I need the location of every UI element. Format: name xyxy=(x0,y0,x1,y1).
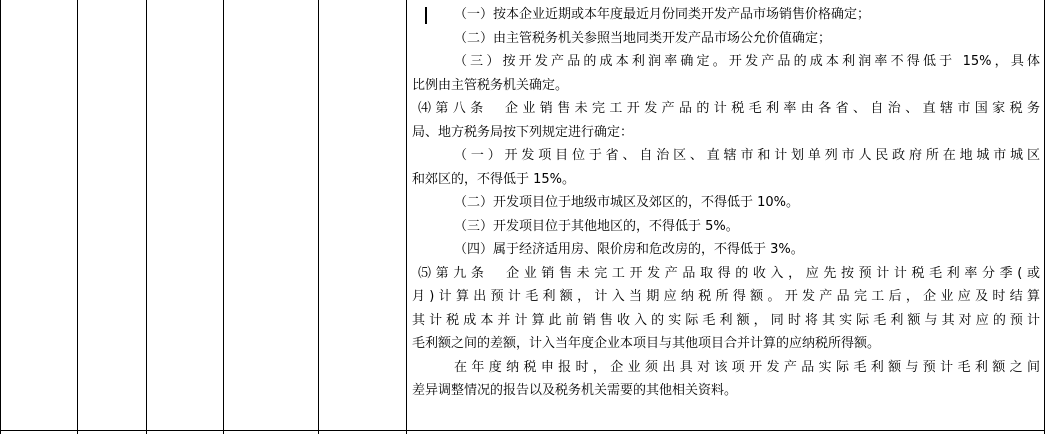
column-border xyxy=(146,0,147,434)
column-border xyxy=(223,0,224,434)
column-border xyxy=(318,0,319,434)
column-border xyxy=(1044,0,1045,434)
paragraph-line: ⑷第八条 企业销售未完工开发产品的计税毛利率由各省、自治、直辖市国家税务 xyxy=(418,101,1040,116)
paragraph-line: 月)计算出预计毛利额，计入当期应纳税所得额。开发产品完工后，企业应及时结算 xyxy=(412,289,1040,304)
row-border xyxy=(0,430,1045,431)
paragraph-line: ⑸第九条 企业销售未完工开发产品取得的收入，应先按预计计税毛利率分季(或 xyxy=(418,265,1040,281)
column-border xyxy=(406,0,407,434)
paragraph-line: 局、地方税务局按下列规定进行确定： xyxy=(412,124,634,140)
paragraph-line: （一）开发项目位于省、自治区、直辖市和计划单列市人民政府所在地城市城区 xyxy=(454,148,1040,163)
paragraph-line: 差异调整情况的报告以及税务机关需要的其他相关资料。 xyxy=(412,383,738,398)
paragraph-line: （一）按本企业近期或本年度最近月份同类开发产品市场销售价格确定； xyxy=(454,7,871,22)
paragraph-line: 比例由主管税务机关确定。 xyxy=(412,77,569,93)
paragraph-line: 毛利额之间的差额，计入当年度企业本项目与其他项目合并计算的应纳税所得额。 xyxy=(412,336,881,351)
column-border xyxy=(0,0,1,434)
paragraph-line: 其计税成本并计算此前销售收入的实际毛利额，同时将其实际毛利额与其对应的预计 xyxy=(412,312,1040,328)
paragraph-line: （四）属于经济适用房、限价房和危改房的，不得低于 3%。 xyxy=(454,242,804,257)
paragraph-line: （二）开发项目位于地级市城区及郊区的，不得低于 10%。 xyxy=(454,195,800,210)
paragraph-line: （三）按开发产品的成本利润率确定。开发产品的成本利润率不得低于 15%，具体 xyxy=(454,54,1040,69)
paragraph-line: （二）由主管税务机关参照当地同类开发产品市场公允价值确定； xyxy=(454,30,832,46)
paragraph-line: （三）开发项目位于其他地区的，不得低于 5%。 xyxy=(454,218,739,234)
paragraph-line: 在年度纳税申报时，企业须出具对该项开发产品实际毛利额与预计毛利额之间 xyxy=(454,359,1040,375)
paragraph-line: 和郊区的，不得低于 15%。 xyxy=(412,171,576,187)
table-cell-content[interactable] xyxy=(412,3,1040,403)
column-border xyxy=(77,0,78,434)
